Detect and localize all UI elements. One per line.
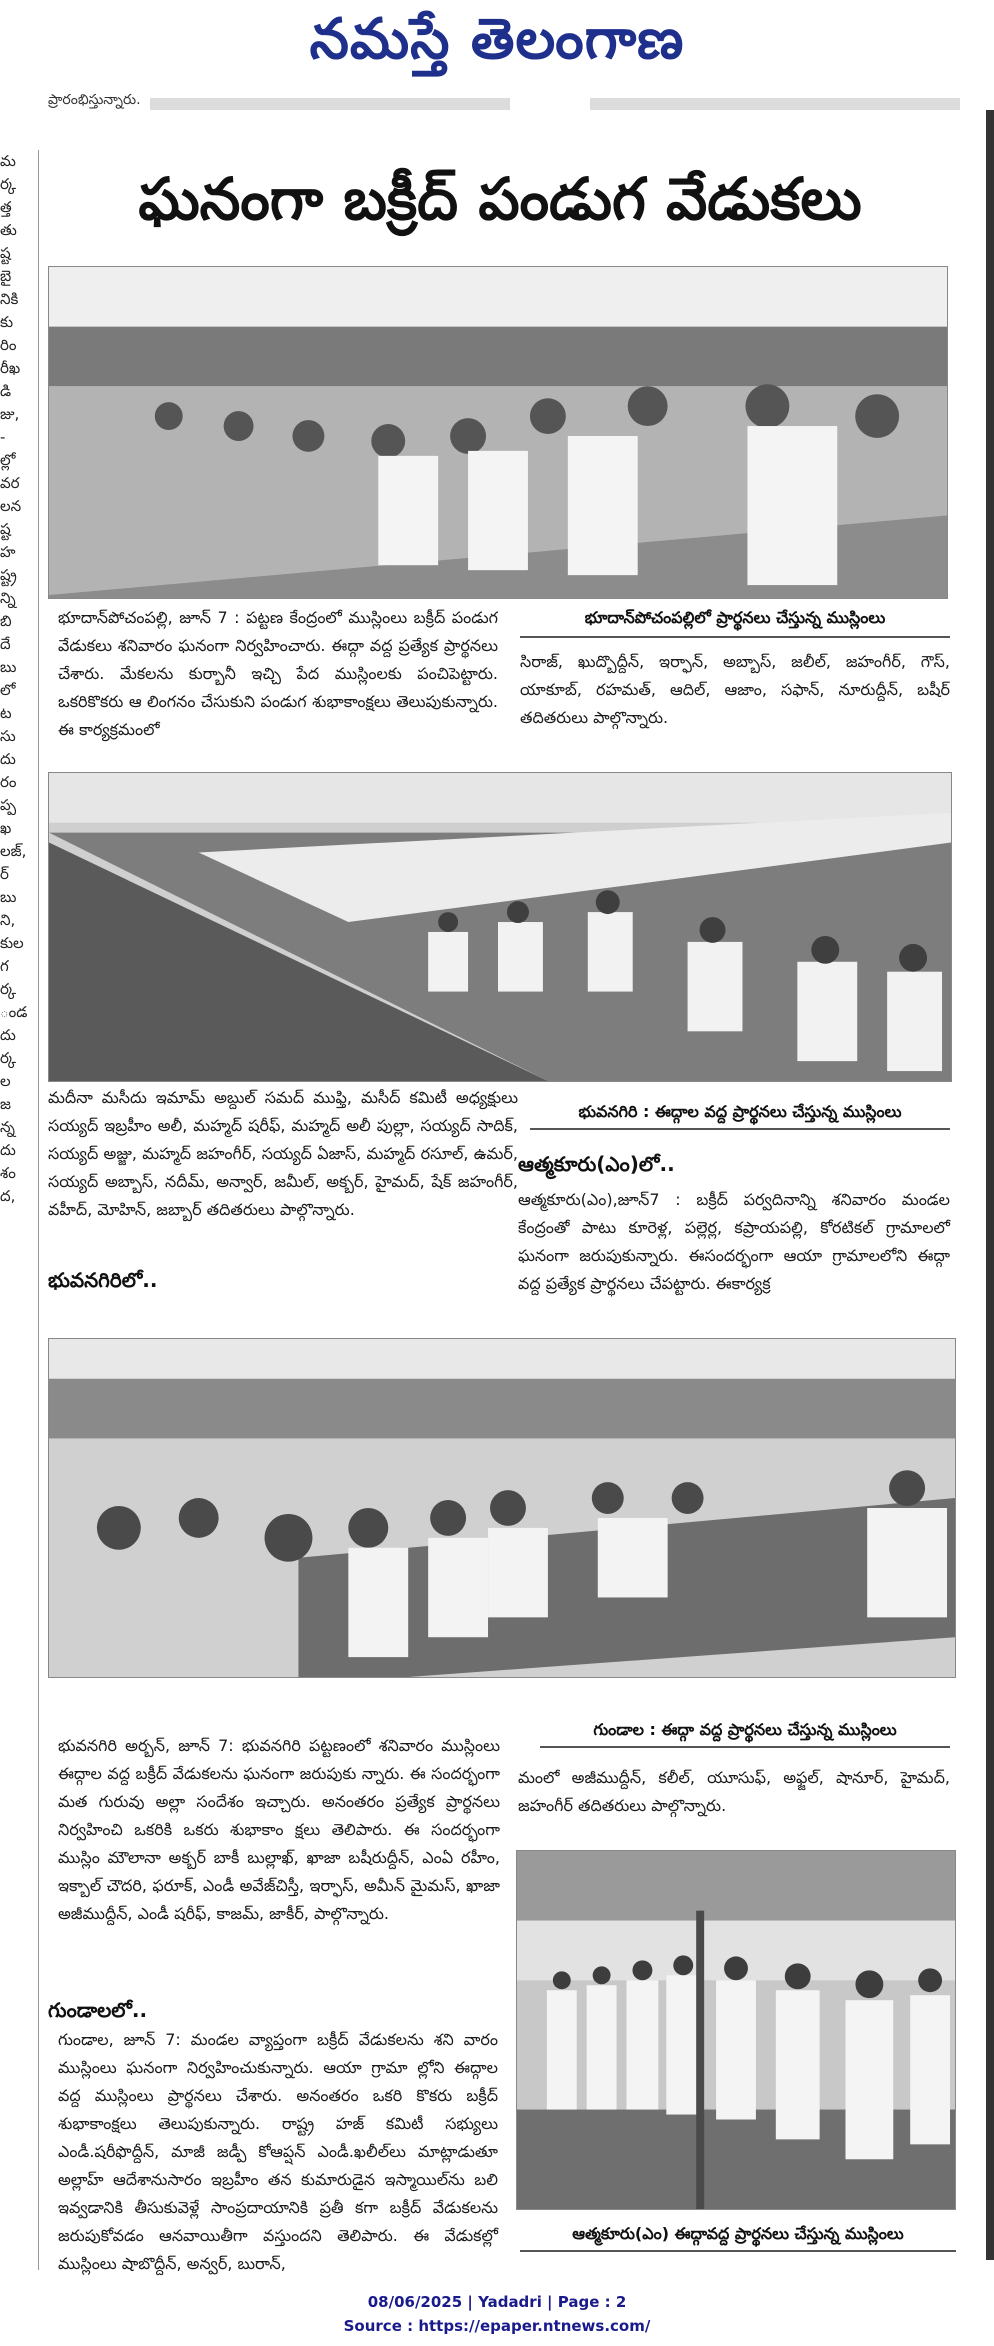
margin-fragment: త్త <box>0 198 12 216</box>
margin-fragment: ష్ట్ర <box>0 566 17 584</box>
margin-fragment: న్ని <box>0 589 16 607</box>
madina-article <box>48 1084 518 1224</box>
left-margin-column <box>0 150 28 1670</box>
margin-fragment: దు <box>0 1026 16 1044</box>
section-heading-bhuvanagiri: భువనగిరిలో.. <box>48 1268 158 1292</box>
margin-fragment: లన <box>0 497 22 515</box>
margin-fragment: - <box>0 428 6 446</box>
margin-fragment: ష్ట <box>0 520 11 538</box>
article-paragraph: మంలో అజీముద్దీన్, కలీల్, యూసుఫ్, అఫ్జల్, షానూర్, హైమద్, జహంగీర్ తదితరులు పాల్గొన్నారు. <box>518 1768 950 1815</box>
section-heading-gundala: గుండాలలో.. <box>48 1998 148 2022</box>
article-paragraph: గుండాల, జూన్ 7: మండల వ్యాప్తంగా బక్రీద్ వేడుకలను శని వారం ముస్లింలు ఘనంగా నిర్వహించుకున్నారు. ఆయా గ్రామా ల్లోని ఈద్గాల వద్ద ముస్లింలు ప్రార్థనలు చేశారు. అనంతరం ఒకరి కొకరు బక్రీద్ శుభాకాంక్షలు తెలుపుకున్నారు. రాష్ట్ర హజ్ కమిటీ సభ్యులు ఎండీ.షరీఫొద్దీన్, మాజీ జడ్పీ కోఆప్షన్ ఎండీ.ఖలీల్‌లు మాట్లాడుతూ అల్లాహ్ ఆదేశానుసారం ఇబ్రహీం తన కుమారుడైన ఇస్మాయిల్‌ను బలి ఇవ్వడానికి తీసుకువెళ్లే సాంప్రదాయానికి ప్రతీ కగా బక్రీద్ వేడుకలను జరుపుకోవడం ఆనవాయితీగా వస్తుందని తెలిపారు. ఈ వేడుకల్లో ముస్లింలు షాబొద్దీన్, అన్వర్, బురాన్, <box>58 2030 498 2273</box>
margin-fragment: రిం <box>0 336 17 354</box>
margin-fragment: దు <box>0 750 16 768</box>
margin-fragment: జ <box>0 1095 11 1113</box>
margin-fragment: రీఖ <box>0 359 21 377</box>
page-footer <box>0 2290 994 2338</box>
header-bar <box>590 98 960 110</box>
margin-fragment: ని, <box>0 911 16 929</box>
photo-caption: ఆత్మకూరు(ఎం) ఈద్గావద్ద ప్రార్థనలు చేస్తున్న ముస్లింలు <box>572 2224 904 2243</box>
margin-fragment: ండ <box>0 1003 28 1021</box>
margin-fragment: ప్ప <box>0 796 17 814</box>
margin-fragment: ష్ట <box>0 244 11 262</box>
photo-bhoodan-prayers <box>48 266 948 599</box>
margin-fragment: దు <box>0 1141 16 1159</box>
margin-fragment: డి <box>0 382 12 400</box>
bhoodan-article-left <box>58 604 498 744</box>
header-bar <box>150 98 510 110</box>
margin-fragment: లో <box>0 681 16 699</box>
photo-caption: భూదాన్‌పోచంపల్లిలో ప్రార్థనలు చేస్తున్న ముస్లింలు <box>584 608 886 627</box>
margin-fragment: ర్ <box>0 865 9 883</box>
gundala-article <box>58 2026 498 2278</box>
margin-fragment: ద, <box>0 1187 16 1205</box>
margin-fragment: బి <box>0 612 12 630</box>
atmakur-article <box>518 1186 950 1298</box>
margin-fragment: ట <box>0 704 12 722</box>
margin-fragment: గ <box>0 957 9 975</box>
photo-bhuvanagiri-prayers <box>48 772 952 1082</box>
margin-fragment: తు <box>0 221 17 239</box>
masthead <box>0 0 994 100</box>
margin-fragment: బు <box>0 658 17 676</box>
footer-date-edition: 08/06/2025 | Yadadri | Page : 2 <box>367 2293 627 2311</box>
margin-fragment: మ <box>0 152 16 170</box>
margin-fragment: ర్క <box>0 175 16 193</box>
section-heading-atmakur: ఆత్మకూరు(ఎం)లో.. <box>518 1152 675 1176</box>
margin-fragment: సు <box>0 727 16 745</box>
article-paragraph: భూదాన్‌పోచంపల్లి, జూన్ 7 : పట్టణ కేంద్రంలో ముస్లింలు బక్రీద్ పండుగ వేడుకలు శనివారం ఘనంగా నిర్వహించారు. ఈద్గా వద్ద ప్రత్యేక ప్రార్థనలు చేశారు. మేకలను కుర్బానీ ఇచ్చి పేద ముస్లింలకు పంచిపెట్టారు. ఒకరికొకరు ఆ లింగనం చేసుకుని పండుగ శుభాకాంక్షలు తెలుపుకున్నారు. ఈ కార్యక్రమంలో <box>58 608 498 739</box>
article-paragraph: భువనగిరి అర్బన్, జూన్ 7: భువనగిరి పట్టణంలో శనివారం ముస్లింలు ఈద్గాల వద్ద బక్రీద్ వేడుకలను ఘనంగా జరుపుకు న్నారు. ఈ సందర్భంగా మత గురువు అల్లా సందేశం ఇచ్చారు. అనంతరం ప్రత్యేక ప్రార్థనలు నిర్వహించి ఒకరికి ఒకరు శుభాకాం క్షలు తెలిపారు. ఈ సందర్భంగా ముస్లిం మౌలానా అక్బర్ బాకీ బుల్లాఖ్, ఖాజా బషీరుద్దీన్, ఎంఏ రహీం, ఇక్బాల్ చౌదరి, ఫరూక్, ఎండీ అవేజ్‌చిస్తీ, ఇర్ఫాస్, అమీన్ మైమస్, ఖాజా అజీముద్దీన్, ఎండీ షరీఫ్, కాజమ్, జాకీర్, పాల్గొన్నారు. <box>58 1736 500 1923</box>
caption-rule <box>520 2250 956 2252</box>
margin-fragment: ర్క <box>0 1049 16 1067</box>
margin-fragment: ర్క <box>0 980 16 998</box>
top-snippet: ప్రారంభిస్తున్నారు. <box>48 92 141 108</box>
photo-caption: గుండాల : ఈద్గా వద్ద ప్రార్థనలు చేస్తున్న ముస్లింలు <box>593 1720 897 1739</box>
margin-fragment: ల <box>0 1072 11 1090</box>
article-paragraph: ఆత్మకూరు(ఎం),జూన్7 : బక్రీద్ పర్వదినాన్ని శనివారం మండల కేంద్రంతో పాటు కూరెళ్ల, పల్లెర్ల, కప్రాయపల్లి, కోరటికల్ గ్రామాలలో ఘనంగా జరుపుకున్నారు. ఈసందర్భంగా ఆయా గ్రామాలలోని ఈద్గా వద్ద ప్రత్యేక ప్రార్థనలు చేపట్టారు. ఈకార్యక్ర <box>518 1190 950 1293</box>
article-paragraph: సిరాజ్, ఖుద్బొద్దీన్, ఇర్ఫాన్, అబ్బాస్, జలీల్, జహంగీర్, గౌస్, యాకూబ్, రహమత్, ఆదిల్, ఆజాం, సఫాన్, నూరుద్దీన్, బషీర్ తదితరులు పాల్గొన్నారు. <box>520 652 950 727</box>
margin-fragment: నికి <box>0 290 19 308</box>
caption-rule <box>540 1746 950 1748</box>
bhuvanagiri-article <box>58 1732 500 1928</box>
margin-fragment: దే <box>0 635 11 653</box>
margin-fragment: శం <box>0 1164 16 1182</box>
margin-fragment: కు <box>0 313 14 331</box>
margin-fragment: బై <box>0 267 12 285</box>
photo-atmakur-prayers <box>516 1850 956 2210</box>
margin-fragment: ఖ <box>0 819 12 837</box>
bhoodan-article-right <box>520 648 950 732</box>
column-divider <box>38 150 39 2270</box>
margin-fragment: జు, <box>0 405 20 423</box>
atmakur-article-continued <box>518 1764 950 1820</box>
margin-fragment: ల్లో <box>0 451 16 469</box>
photo-caption: భువనగిరి : ఈద్గాల వద్ద ప్రార్థనలు చేస్తున్న ముస్లింలు <box>578 1102 902 1121</box>
caption-rule <box>530 1128 950 1130</box>
photo-gundala-prayers <box>48 1338 956 1678</box>
right-margin-strip <box>986 110 994 2260</box>
headline: ఘనంగా బక్రీద్ పండుగ వేడుకలు <box>138 165 862 233</box>
article-paragraph: మదీనా మసీదు ఇమామ్ అబ్దుల్ సమద్ ముఫ్తి, మసీద్ కమిటీ అధ్యక్షులు సయ్యద్ ఇబ్రహీం అలీ, మహ్మద్ షరీఫ్, మహ్మద్ అలీ పుల్లా, సయ్యద్ సాదిక్, సయ్యద్ అజ్జు, మహ్మద్ జహంగీర్, సయ్యద్ ఏజాస్, మహ్మద్ రసూల్, ఉమర్, సయ్యద్ అబ్బాస్, నదీమ్, అన్వార్, జమీల్, అక్బర్, హైమద్, షేక్ జహంగీర్, వహీద్, మోహిన్, జబ్బార్ తదితరులు పాల్గొన్నారు. <box>48 1088 518 1219</box>
margin-fragment: రం <box>0 773 17 791</box>
margin-fragment: న్న <box>0 1118 15 1136</box>
margin-fragment: లజ్, <box>0 842 27 860</box>
footer-source-link[interactable]: Source : https://epaper.ntnews.com/ <box>343 2317 651 2335</box>
caption-rule <box>520 636 950 638</box>
margin-fragment: కుల <box>0 934 24 952</box>
margin-fragment: బు <box>0 888 17 906</box>
margin-fragment: హ <box>0 543 16 561</box>
margin-fragment: వర <box>0 474 20 492</box>
newspaper-logo: నమస్తే తెలంగాణ <box>309 6 685 72</box>
